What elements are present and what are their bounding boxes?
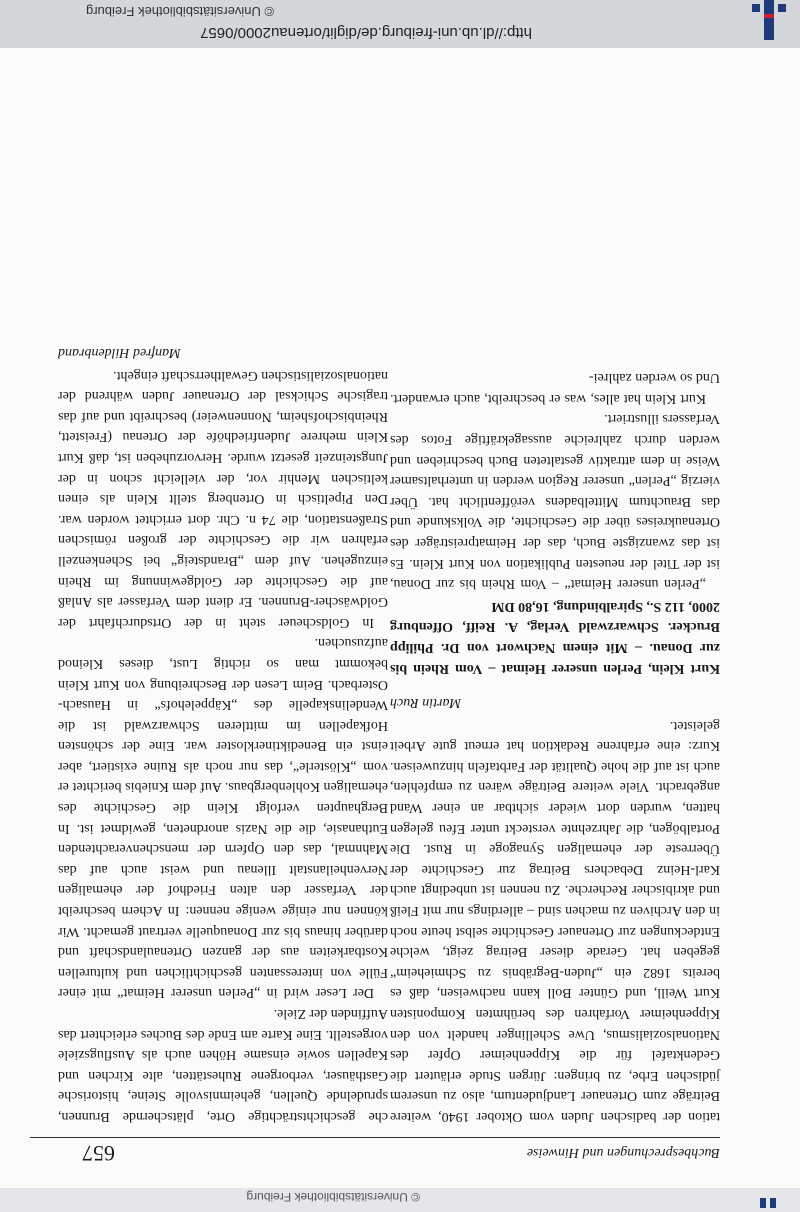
signature: Manfred Hildenbrand <box>58 345 181 361</box>
page-number: 657 <box>82 1141 115 1166</box>
header-rule <box>30 1137 720 1138</box>
review-title <box>390 595 720 677</box>
paragraph: tation der badischen Juden vom Oktober 1940, weitere Beiträge zum Ortenauer Landjudentum, also zu unserem jüdischen Erbe, zu bringen: Jürgen Stude erläutert die Gedenktafel für die Kippenheimer Opfer des Nationalsozialismus, Uwe Schellinger handelt von den Kippenheimer Vorfahren des berühmten Komponisten Kurt Weill, und Günter Boll kann nachweisen, daß es bereits 1682 ein „Juden-Begräbnis zu Schmieheim“ gegeben hat. Gerade dieser Beitrag zeigt, welche Entdeckungen zur Ortenauer Geschichte selbst heute noch in den Archiven zu machen sind – allerdings nur mit Fleiß und akribischer Recherche. Zu nennen ist unbedingt auch Karl-Heinz Debachers Beitrag zur Geschichte der Überreste der ehemaligen Synagoge in Rust. Die Portalbögen, die Jahrzehnte versteckt unter Efeu gelegen hatten, wurden dort wieder sichtbar an einer Wand angebracht. Viele weitere Beiträge wären zu empfehlen, auch ist auf die hohe Qualität der Farbtafeln hinzuweisen. Kurz: eine erfahrene Redaktion hat erneut gute Arbeit geleistet. <box>390 717 720 1124</box>
page-content-rotated <box>0 48 800 1188</box>
copyright-text: © Universitätsbibliothek Freiburg <box>86 4 275 19</box>
paragraph: „Perlen unserer Heimat“ – Vom Rhein bis zur Donau, ist der Titel der neuesten Publikation von Kurt Klein. Es ist das zwanzigste Buch, das der Heimatpreisträger des Ortenaukreises über die Geschichte, die Volkskunde und das Brauchtum Mittelbadens veröffentlicht hat. Über vierzig „Perlen“ unserer Region werden in unterhaltsamer Weise in dem attraktiv gestalteten Buch beschrieben und werden durch zahlreiche aussagekräftige Fotos des Verfassers illustriert. <box>390 411 720 592</box>
signature: Martin Ruch <box>390 695 462 711</box>
library-bar <box>0 0 800 48</box>
running-head: Buchbesprechungen und Hinweise <box>526 1145 720 1160</box>
scanned-page <box>0 48 800 1188</box>
paragraph: che geschichtsträchtige Orte, plätschernde Brunnen, sprudelnde Quellen, geheimnisvolle Steine, historische Gasthäuser, verborgene Ruhestätten, alte Kirchen und Kapellen sowie einsame Höhen auch als Ausflugsziele vorgestellt. Eine Karte am Ende des Buches erleichtert das Auffinden der Ziele. <box>58 1006 388 1124</box>
right-column <box>58 327 388 1126</box>
left-column <box>390 367 720 1126</box>
paragraph: In Goldscheuer steht in der Ortsdurchfahrt der Goldwäscher-Brunnen. Er dient dem Verfasser als Anlaß auf die Geschichte der Goldgewinnung im Rhein einzugehen. Auf dem „Brandsteig“ bei Schenkenzell erfahren wir die Geschichte der großen römischen Straßenstation, die 74 n. Chr. dort errichtet worden war. Den Pipeltisch in Ortenberg stellt Klein als einen keltischen Menhir vor, der vielleicht schon in der Jungsteinzeit gesetzt wurde. Hervorzuheben ist, daß Kurt Klein mehrere Judenfriedhöfe der Ortenau (Freistett, Rheinbischofsheim, Nonnenweier) beschreibt und auf das tragische Schicksal der Ortenauer Juden während der nationalsozialistischen Gewaltherrschaft eingeht. <box>58 367 388 630</box>
source-url[interactable]: http://dl.ub.uni-freiburg.de/diglit/ortenau2000/0657 <box>200 24 532 41</box>
review-title-text: Kurt Klein, Perlen unserer Heimat – Vom Rhein bis zur Donau. – Mit einem Nachwort von Dr. Philipp Brucker. Schwarzwald Verlag, A. Reiff, Offenburg 2000, 112 S., Spiralbindung, 16,80 DM <box>390 598 720 676</box>
paragraph: Kurt Klein hat alles, was er beschreibt, auch erwandert. Und so werden zahlrei- <box>390 370 720 406</box>
copyright-text: © Universitätsbibliothek Freiburg <box>246 1190 420 1204</box>
bottom-bar <box>0 1188 800 1212</box>
paragraph: Der Leser wird in „Perlen unserer Heimat“ mit einer Fülle von interessanten geschichtlichen und kulturellen Kostbarkeiten aus der ganzen Ortenaulandschaft und darüber hinaus bis zur Donauquelle vertraut gemacht. Wir können nur einige wenige nennen: In Achern beschreibt der Verfasser den alten Friedhof der ehemaligen Nervenheilanstalt Illenau und weist auch auf das Mahnmal, das den Opfern der menschenverachtenden Euthanasie, die die Nazis anordneten, gewidmet ist. In Berghaupten verfolgt Klein die Geschichte des ehemaligen Kohlenbergbaus. Auf dem Kniebis berichtet er vom „Klösterle“, das nur noch als Ruine existiert, aber einst ein Benediktinerkloster war. Eine der schönsten Hofkapellen im mittleren Schwarzwald ist die Wendelinskapelle des „Käppelehofs“ in Hausach-Osterbach. Beim Lesen der Beschreibung von Kurt Klein bekommt man so richtig Lust, dieses Kleinod aufzusuchen. <box>58 635 388 1001</box>
